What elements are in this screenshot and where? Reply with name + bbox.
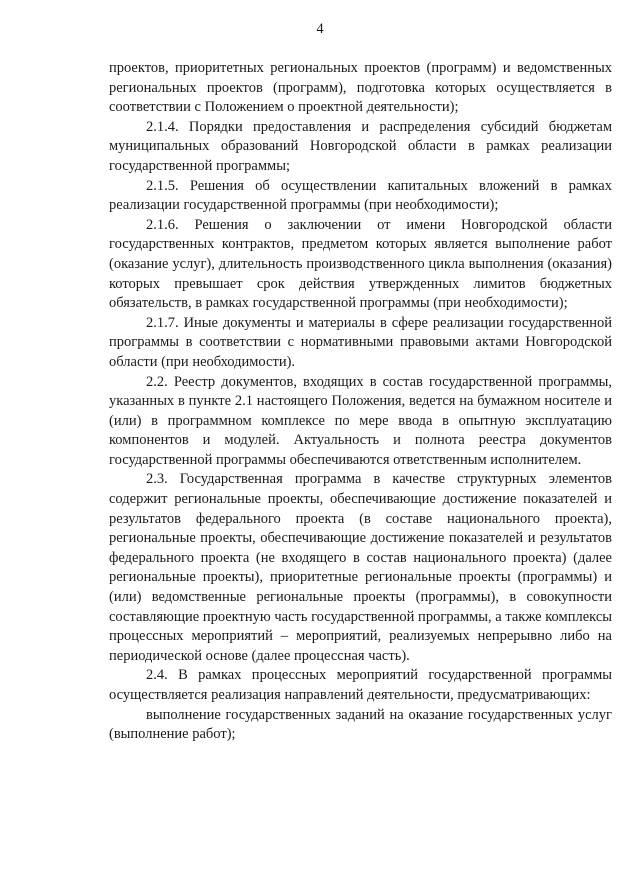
paragraph-2-1-5: 2.1.5. Решения об осуществлении капитальных вложений в рамках реализации государственной программы (при необходимости); — [109, 177, 612, 214]
paragraph-2-3: 2.3. Государственная программа в качестве структурных элементов содержит региональные проекты, обеспечивающие достижение показателей и результатов федерального проекта (в составе национального проекта), региональные проекты, обеспечивающие достижение показателей и результатов федерального проекта (не входящего в состав национального проекта) (далее региональные проекты), приоритетные региональные проекты (программы) и (или) ведомственные региональные проекты (программы), в совокупности составляющие проектную часть государственной программы, а также комплексы процессных мероприятий – мероприятий, реализуемых непрерывно либо на периодической основе (далее процессная часть). — [109, 471, 612, 664]
paragraph-2-2: 2.2. Реестр документов, входящих в состав государственной программы, указанных в пункте 2.1 настоящего Положения, ведется на бумажном носителе и (или) в программном комплексе по мере ввода в опытную эксплуатацию компонентов и модулей. Актуальность и полнота реестра документов государственной программы обеспечиваются ответственным исполнителем. — [109, 373, 612, 468]
page-number: 4 — [316, 21, 324, 37]
paragraph-2-1-7: 2.1.7. Иные документы и материалы в сфере реализации государственной программы в соответствии с нормативными правовыми актами Новгородской области (при необходимости). — [109, 314, 612, 370]
paragraph-2-4: 2.4. В рамках процессных мероприятий государственной программы осуществляется реализация направлений деятельности, предусматривающих: — [109, 667, 612, 703]
paragraph-2-1-6: 2.1.6. Решения о заключении от имени Новгородской области государственных контрактов, предметом которых является выполнение работ (оказание услуг), длительность производственного цикла выполнения (оказания) которых превышает срок действия утвержденных лимитов бюджетных обязательств, в рамках государственной программы (при необходимости); — [109, 216, 612, 312]
paragraph-continuation: проектов, приоритетных региональных проектов (программ) и ведомственных региональных проектов (программ), подготовка которых осуществляется в соответствии с Положением о проектной деятельности); — [109, 60, 612, 116]
paragraph-2-1-4: 2.1.4. Порядки предоставления и распределения субсидий бюджетам муниципальных образований Новгородской области в рамках реализации государственной программы; — [109, 118, 612, 174]
paragraph-list-item: выполнение государственных заданий на оказание государственных услуг (выполнение работ); — [109, 706, 612, 743]
document-body — [109, 59, 612, 745]
